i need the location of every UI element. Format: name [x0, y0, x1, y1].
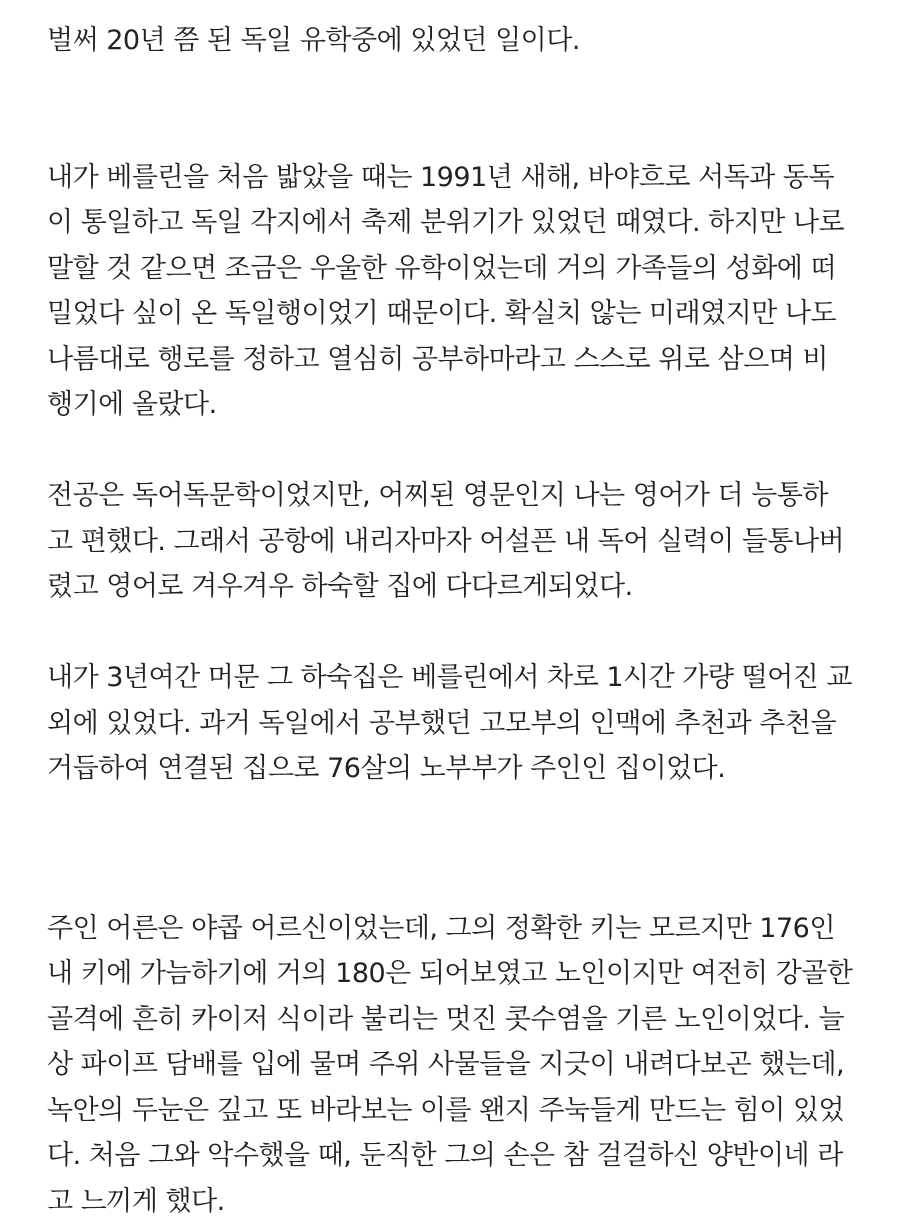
- text-line: 내 키에 가늠하기에 거의 180은 되어보였고 노인이지만 여전히 강골한: [47, 951, 867, 997]
- text-line: 다. 처음 그와 악수했을 때, 둔직한 그의 손은 참 걸걸하신 양반이네 라: [47, 1133, 867, 1179]
- text-line: 녹안의 두눈은 깊고 또 바라보는 이를 왠지 주눅들게 만드는 힘이 있었: [47, 1088, 867, 1134]
- paragraph: [47, 473, 867, 610]
- paragraph: [47, 18, 867, 64]
- paragraph: [47, 155, 867, 428]
- paragraph: [47, 906, 867, 1224]
- text-line: 고 편했다. 그래서 공항에 내리자마자 어설픈 내 독어 실력이 들통나버: [47, 519, 867, 565]
- text-line: 나름대로 행로를 정하고 열심히 공부하마라고 스스로 위로 삼으며 비: [47, 337, 867, 383]
- text-line: 고 느끼게 했다.: [47, 1179, 867, 1224]
- article-body: [47, 18, 867, 1224]
- text-line: 밀었다 싶이 온 독일행이었기 때문이다. 확실치 않는 미래였지만 나도: [47, 291, 867, 337]
- text-line: 외에 있었다. 과거 독일에서 공부했던 고모부의 인맥에 추천과 추천을: [47, 701, 867, 747]
- text-line: 행기에 올랐다.: [47, 382, 867, 428]
- text-line: 거듭하여 연결된 집으로 76살의 노부부가 주인인 집이었다.: [47, 746, 867, 792]
- text-line: 렸고 영어로 겨우겨우 하숙할 집에 다다르게되었다.: [47, 564, 867, 610]
- paragraph: [47, 655, 867, 792]
- text-line: 내가 베를린을 처음 밟았을 때는 1991년 새해, 바야흐로 서독과 동독: [47, 155, 867, 201]
- text-line: 이 통일하고 독일 각지에서 축제 분위기가 있었던 때였다. 하지만 나로: [47, 200, 867, 246]
- text-line: 주인 어른은 야콥 어르신이었는데, 그의 정확한 키는 모르지만 176인: [47, 906, 867, 952]
- text-line: 전공은 독어독문학이었지만, 어찌된 영문인지 나는 영어가 더 능통하: [47, 473, 867, 519]
- text-line: 상 파이프 담배를 입에 물며 주위 사물들을 지긋이 내려다보곤 했는데,: [47, 1042, 867, 1088]
- text-line: 내가 3년여간 머문 그 하숙집은 베를린에서 차로 1시간 가량 떨어진 교: [47, 655, 867, 701]
- text-line: 말할 것 같으면 조금은 우울한 유학이었는데 거의 가족들의 성화에 떠: [47, 246, 867, 292]
- text-line: 벌써 20년 쯤 된 독일 유학중에 있었던 일이다.: [47, 18, 867, 64]
- text-line: 골격에 흔히 카이저 식이라 불리는 멋진 콧수염을 기른 노인이었다. 늘: [47, 997, 867, 1043]
